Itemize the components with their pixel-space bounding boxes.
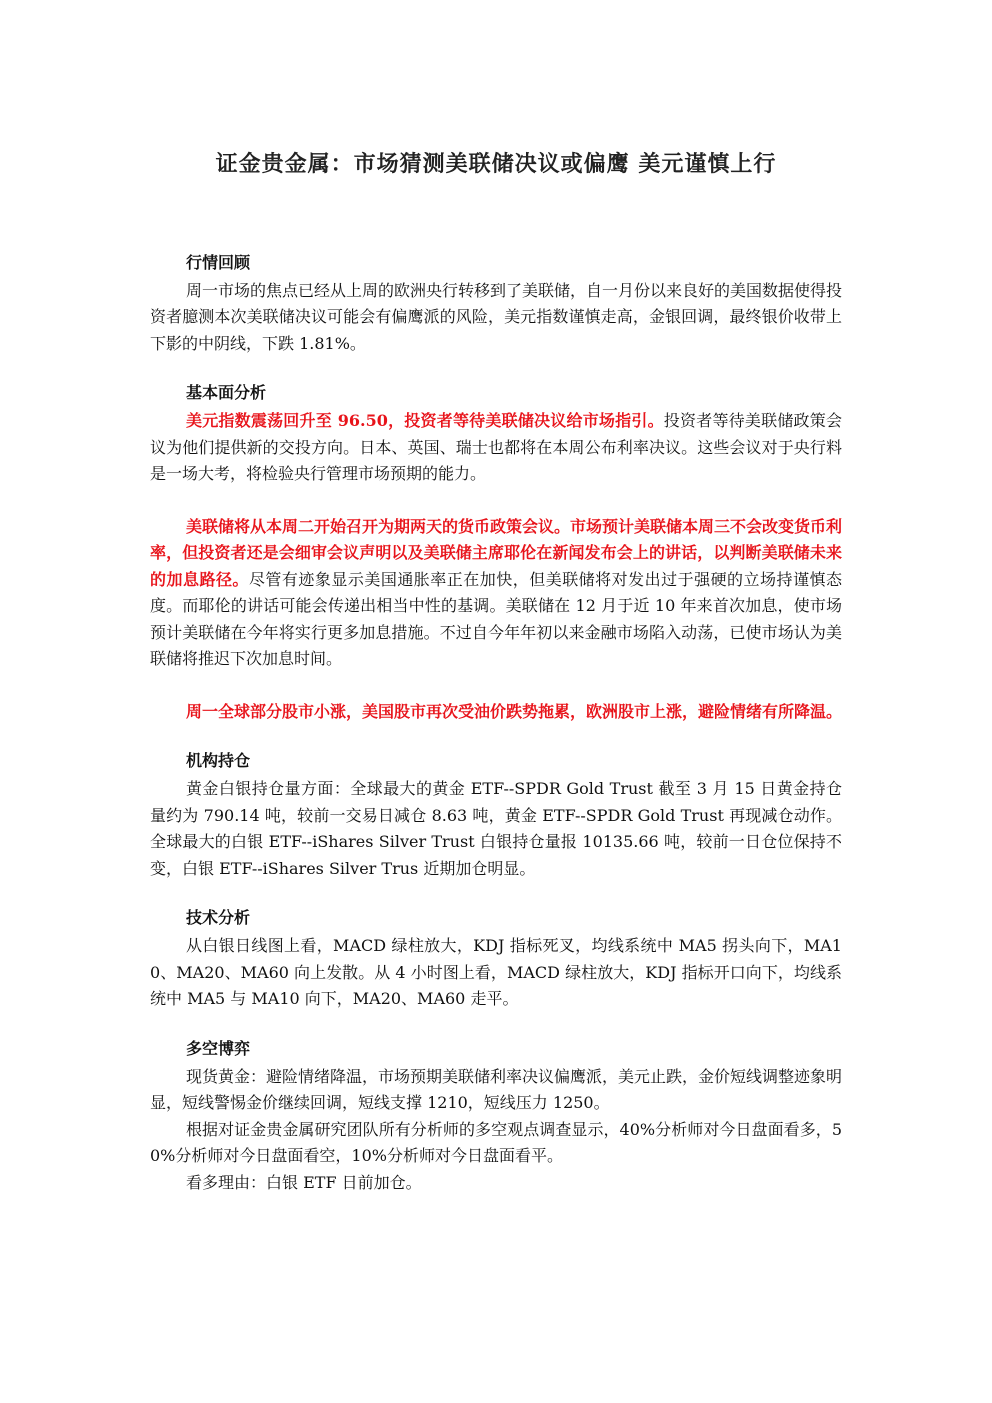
debate-paragraph-1: 现货黄金：避险情绪降温，市场预期美联储利率决议偏鹰派，美元止跌，金价短线调整迹象明显，短线警惕金价继续回调，短线支撑 1210，短线压力 1250。 [150, 1066, 843, 1113]
highlight-text: 周一全球部分股市小涨，美国股市再次受油价跌势拖累，欧洲股市上涨，避险情绪有所降温。 [186, 701, 843, 721]
section-heading-positions: 机构持仓 [186, 751, 251, 771]
section-heading-technical: 技术分析 [186, 908, 251, 928]
section-institutional-positions [150, 749, 842, 882]
section-heading-review: 行情回顾 [186, 252, 251, 272]
debate-paragraph-3: 看多理由：白银 ETF 日前加仓。 [186, 1172, 422, 1192]
document-page [150, 150, 842, 1220]
highlight-text: 美元指数震荡回升至 96.50，投资者等待美联储决议给市场指引。 [186, 411, 664, 431]
section-long-short-debate [150, 1037, 842, 1197]
fundamental-paragraph-1 [150, 408, 842, 488]
technical-paragraph: 从白银日线图上看，MACD 绿柱放大，KDJ 指标死叉，均线系统中 MA5 拐头向下，MA10、MA20、MA60 向上发散。从 4 小时图上看，MACD 绿柱放大，KDJ 指标开口向下，均线系统中 MA5 与 MA10 向下，MA20、MA60 走平。 [150, 936, 842, 1009]
section-technical-analysis [150, 906, 842, 1013]
positions-paragraph: 黄金白银持仓量方面：全球最大的黄金 ETF--SPDR Gold Trust 截至 3 月 15 日黄金持仓量约为 790.14 吨，较前一交易日减仓 8.63 吨，黄金 ETF--SPDR Gold Trust 再现减仓动作。全球最大的白银 ETF--iShares Silver Trust 白银持仓量报 10135.66 吨，较前一日仓位保持不变，白银 ETF--iShares Silver Trus 近期加仓明显。 [150, 779, 842, 878]
body-text: 尽管有迹象显示美国通胀率正在加快，但美联储将对发出过于强硬的立场持谨慎态度。而耶伦的讲话可能会传递出相当中性的基调。美联储在 12 月于近 10 年来首次加息，使市场预计美联储在今年将实行更多加息措施。不过自今年年初以来金融市场陷入动荡，已使市场认为美联储将推迟下次加息时间。 [150, 569, 842, 669]
section-market-review [150, 251, 842, 358]
highlight-text: 美联储将从本周二开始召开为期两天的货币政策会议。市场预计美联储本周三不会改变货币利率，但投资者还是会细审会议声明以及美联储主席耶伦在新闻发布会上的讲话，以判断美联储未来的加息路径。 [150, 516, 843, 589]
review-paragraph: 周一市场的焦点已经从上周的欧洲央行转移到了美联储，自一月份以来良好的美国数据使得投资者臆测本次美联储决议可能会有偏鹰派的风险，美元指数谨慎走高，金银回调，最终银价收带上下影的中阴线，下跌 1.81%。 [150, 280, 843, 353]
section-heading-fundamental: 基本面分析 [186, 383, 267, 403]
section-heading-debate: 多空博弈 [186, 1038, 251, 1058]
debate-paragraph-2: 根据对证金贵金属研究团队所有分析师的多空观点调查显示，40%分析师对今日盘面看多，50%分析师对今日盘面看空，10%分析师对今日盘面看平。 [150, 1119, 842, 1166]
body-text: 投资者等待美联储政策会议为他们提供新的交投方向。日本、英国、瑞士也都将在本周公布利率决议。这些会议对于央行料是一场大考，将检验央行管理市场预期的能力。 [150, 411, 842, 484]
fundamental-paragraph-2 [150, 514, 842, 673]
document-title: 证金贵金属：市场猜测美联储决议或偏鹰 美元谨慎上行 [215, 151, 777, 177]
fundamental-paragraph-3 [150, 699, 842, 726]
section-fundamental-analysis [150, 381, 842, 725]
